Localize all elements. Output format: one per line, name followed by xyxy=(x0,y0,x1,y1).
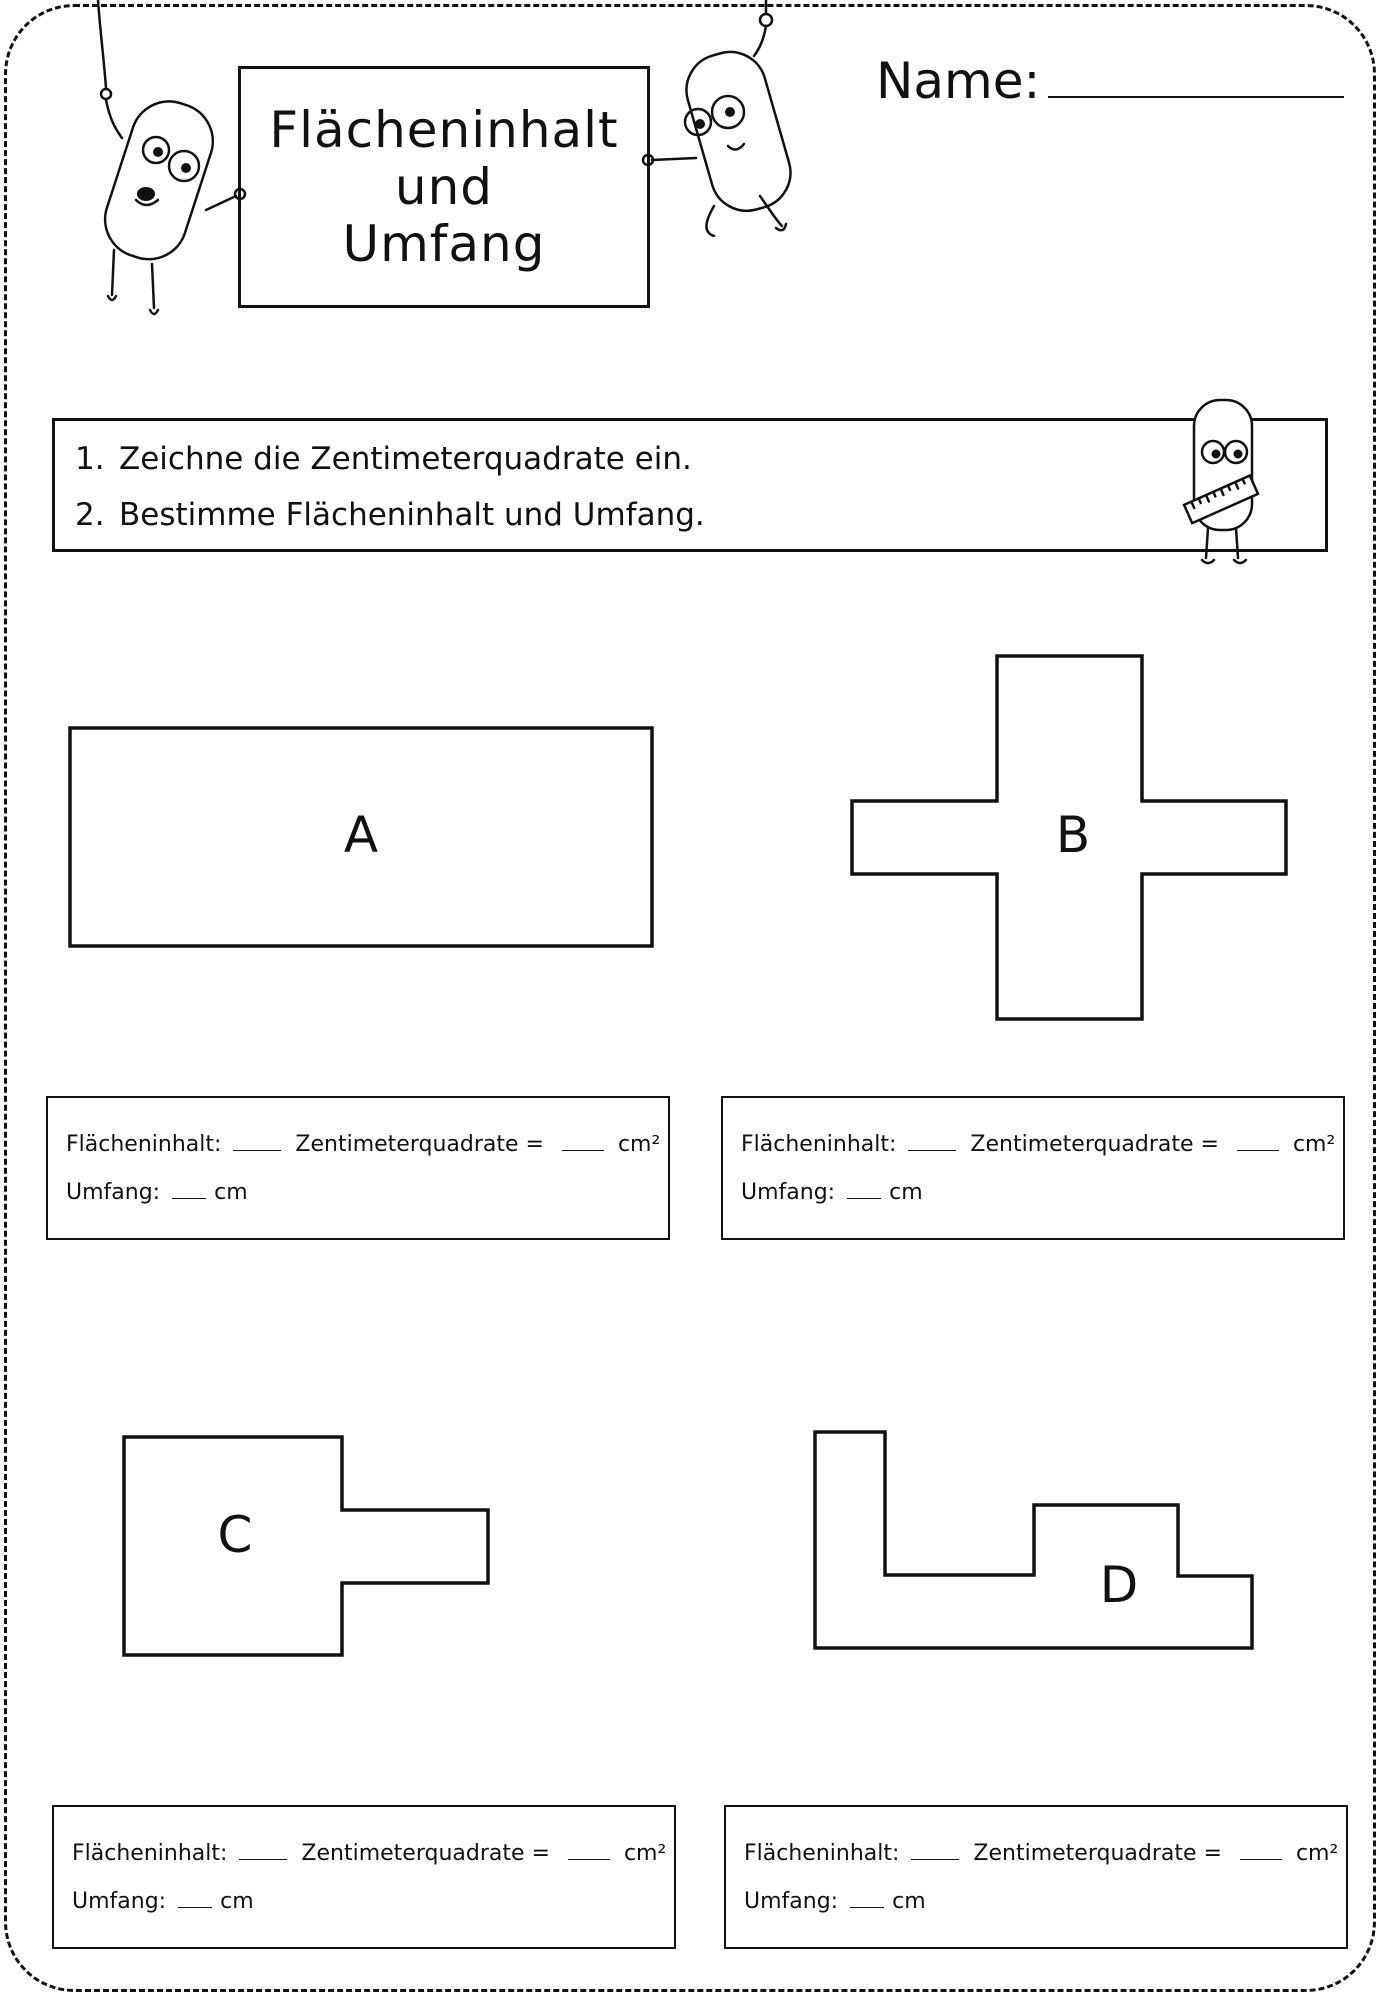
perimeter-label: Umfang: xyxy=(744,1888,839,1914)
page-title: Flächeninhalt und Umfang xyxy=(269,100,619,273)
area-line xyxy=(741,1130,1335,1157)
unit-cm: cm xyxy=(889,1179,923,1205)
perimeter-blank[interactable] xyxy=(178,1887,212,1908)
answer-box-c xyxy=(52,1805,676,1949)
area-blank[interactable] xyxy=(239,1839,287,1860)
shape-b-label: B xyxy=(1055,806,1091,864)
shape-a-label: A xyxy=(343,806,379,864)
area-line xyxy=(72,1839,666,1866)
name-label: Name: xyxy=(876,52,1041,110)
area-blank[interactable] xyxy=(911,1839,959,1860)
perimeter-blank[interactable] xyxy=(850,1887,884,1908)
unit-cm2: cm² xyxy=(623,1840,667,1866)
unit-cm: cm xyxy=(214,1179,248,1205)
squares-label: Zentimeterquadrate = xyxy=(301,1840,550,1866)
task-text: Zeichne die Zentimeterquadrate ein. xyxy=(119,441,692,477)
perimeter-line xyxy=(72,1887,254,1914)
task-text: Bestimme Flächeninhalt und Umfang. xyxy=(119,497,705,533)
answer-box-a xyxy=(46,1096,670,1240)
squares-label: Zentimeterquadrate = xyxy=(973,1840,1222,1866)
perimeter-blank[interactable] xyxy=(847,1178,881,1199)
area-label: Flächeninhalt: xyxy=(66,1131,222,1157)
perimeter-line xyxy=(744,1887,926,1914)
shape-c-label: C xyxy=(217,1506,253,1564)
shape-d-shape xyxy=(815,1432,1252,1648)
area-blank[interactable] xyxy=(233,1130,281,1151)
perimeter-label: Umfang: xyxy=(66,1179,161,1205)
unit-cm2: cm² xyxy=(1295,1840,1339,1866)
area-label: Flächeninhalt: xyxy=(744,1840,900,1866)
perimeter-label: Umfang: xyxy=(741,1179,836,1205)
perimeter-line xyxy=(66,1178,248,1205)
area-label: Flächeninhalt: xyxy=(741,1131,897,1157)
task-number: 1. xyxy=(75,441,105,477)
shape-d-label: D xyxy=(1099,1556,1139,1614)
area-cm2-blank[interactable] xyxy=(568,1839,610,1860)
perimeter-label: Umfang: xyxy=(72,1888,167,1914)
unit-cm2: cm² xyxy=(617,1131,661,1157)
answer-box-b xyxy=(721,1096,1345,1240)
area-line xyxy=(66,1130,660,1157)
area-cm2-blank[interactable] xyxy=(1237,1130,1279,1151)
unit-cm: cm xyxy=(892,1888,926,1914)
area-line xyxy=(744,1839,1338,1866)
perimeter-blank[interactable] xyxy=(172,1178,206,1199)
shape-c-shape xyxy=(124,1437,488,1655)
squares-label: Zentimeterquadrate = xyxy=(970,1131,1219,1157)
area-blank[interactable] xyxy=(908,1130,956,1151)
perimeter-line xyxy=(741,1178,923,1205)
area-cm2-blank[interactable] xyxy=(1240,1839,1282,1860)
unit-cm2: cm² xyxy=(1292,1131,1336,1157)
answer-box-d xyxy=(724,1805,1348,1949)
squares-label: Zentimeterquadrate = xyxy=(295,1131,544,1157)
area-label: Flächeninhalt: xyxy=(72,1840,228,1866)
task-number: 2. xyxy=(75,497,105,533)
area-cm2-blank[interactable] xyxy=(562,1130,604,1151)
unit-cm: cm xyxy=(220,1888,254,1914)
